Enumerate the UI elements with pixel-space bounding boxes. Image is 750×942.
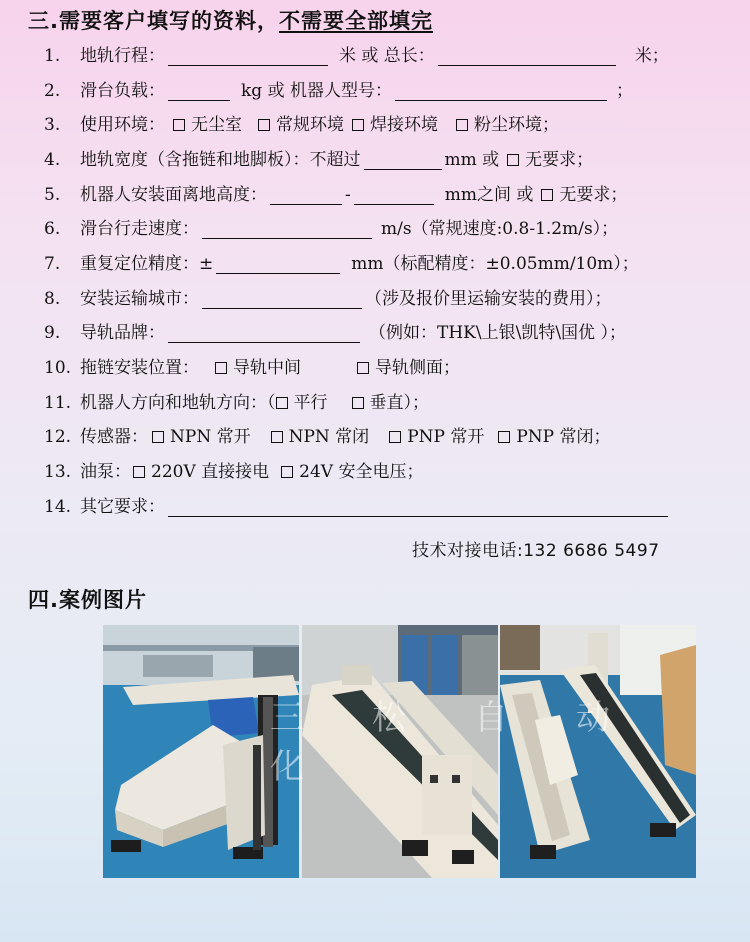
width-input[interactable] bbox=[364, 151, 442, 170]
form-row-8 bbox=[44, 284, 612, 314]
form-row-13 bbox=[44, 457, 423, 487]
option-label: 无要求； bbox=[559, 185, 628, 205]
row-number: 7. bbox=[44, 254, 61, 274]
row-label: 地轨宽度（含拖链和地脚板）：不超过 bbox=[80, 150, 361, 170]
section-4-prefix: 四. bbox=[28, 588, 59, 612]
normal-env-checkbox[interactable] bbox=[258, 119, 270, 131]
watermark: 三松自动化 bbox=[270, 698, 678, 787]
chain-side-checkbox[interactable] bbox=[357, 362, 369, 374]
form-row-10 bbox=[44, 353, 460, 383]
parallel-checkbox[interactable] bbox=[276, 397, 288, 409]
row-number: 8. bbox=[44, 289, 61, 309]
form-row-9 bbox=[44, 318, 626, 348]
pnp-nc-checkbox[interactable] bbox=[498, 431, 510, 443]
row-text: - bbox=[345, 185, 351, 205]
vertical-checkbox[interactable] bbox=[352, 397, 364, 409]
chain-middle-checkbox[interactable] bbox=[215, 362, 227, 374]
row-label: 安装运输城市： bbox=[80, 289, 199, 309]
other-requirements-input[interactable] bbox=[168, 498, 668, 517]
option-label: 无尘室 bbox=[191, 115, 242, 135]
row-text: kg 或 机器人型号： bbox=[241, 81, 392, 101]
row-label: 拖链安装位置： bbox=[80, 358, 199, 378]
option-label: 粉尘环境； bbox=[474, 115, 559, 135]
welding-env-checkbox[interactable] bbox=[352, 119, 364, 131]
row-number: 1. bbox=[44, 46, 61, 66]
row-number: 14. bbox=[44, 497, 72, 517]
option-label: 垂直）； bbox=[369, 393, 429, 413]
form-row-7 bbox=[44, 249, 639, 279]
row-text: （例如：THK\上银\凯特\国优 ）； bbox=[369, 323, 626, 343]
row-number: 11. bbox=[44, 393, 72, 413]
option-label: 导轨侧面； bbox=[375, 358, 460, 378]
option-label: PNP 常闭； bbox=[516, 427, 611, 447]
width-no-requirement-checkbox[interactable] bbox=[507, 154, 519, 166]
row-text: mm之间 或 bbox=[444, 185, 534, 205]
option-label: NPN 常闭 bbox=[288, 427, 370, 447]
row-number: 5. bbox=[44, 185, 61, 205]
dust-env-checkbox[interactable] bbox=[456, 119, 468, 131]
city-input[interactable] bbox=[202, 290, 362, 309]
total-length-input[interactable] bbox=[438, 47, 616, 66]
travel-length-input[interactable] bbox=[168, 47, 328, 66]
form-row-4 bbox=[44, 145, 593, 175]
row-label: 滑台负载： bbox=[80, 81, 165, 101]
row-number: 9. bbox=[44, 323, 61, 343]
section-3-prefix: 三. bbox=[28, 9, 59, 33]
option-label: NPN 常开 bbox=[170, 427, 251, 447]
section-3-title-a: 需要客户填写的资料， bbox=[58, 9, 279, 33]
row-text: m/s（常规速度:0.8-1.2m/s）； bbox=[381, 219, 619, 239]
form-row-5 bbox=[44, 180, 627, 210]
row-label: 传感器： bbox=[80, 427, 148, 447]
rail-brand-input[interactable] bbox=[168, 324, 360, 343]
row-number: 3. bbox=[44, 115, 61, 135]
robot-model-input[interactable] bbox=[395, 82, 607, 101]
row-text: mm（标配精度：±0.05mm/10m）； bbox=[351, 254, 639, 274]
option-label: PNP 常开 bbox=[407, 427, 485, 447]
npn-no-checkbox[interactable] bbox=[152, 431, 164, 443]
form-row-14 bbox=[44, 492, 671, 522]
form-row-12 bbox=[44, 422, 611, 452]
option-label: 焊接环境 bbox=[370, 115, 438, 135]
form-row-11 bbox=[44, 388, 429, 418]
load-input[interactable] bbox=[168, 82, 230, 101]
row-number: 2. bbox=[44, 81, 61, 101]
row-text: （涉及报价里运输安装的费用）； bbox=[365, 289, 612, 309]
pnp-no-checkbox[interactable] bbox=[389, 431, 401, 443]
row-label: 重复定位精度：± bbox=[80, 254, 214, 274]
row-text: mm 或 bbox=[444, 150, 500, 170]
section-4-title bbox=[28, 584, 147, 614]
form-row-2 bbox=[44, 76, 633, 106]
npn-nc-checkbox[interactable] bbox=[271, 431, 283, 443]
row-label: 导轨品牌： bbox=[80, 323, 165, 343]
option-label: 24V 安全电压； bbox=[299, 462, 424, 482]
option-label: 无要求； bbox=[525, 150, 594, 170]
precision-input[interactable] bbox=[216, 255, 340, 274]
form-row-1 bbox=[44, 41, 669, 71]
contact-phone: 技术对接电话:132 6686 5497 bbox=[412, 541, 660, 561]
option-label: 平行 bbox=[293, 393, 328, 413]
row-label: 机器人方向和地轨方向：（ bbox=[80, 393, 276, 413]
height-max-input[interactable] bbox=[354, 186, 434, 205]
option-label: 常规环境 bbox=[276, 115, 344, 135]
height-no-requirement-checkbox[interactable] bbox=[541, 189, 553, 201]
row-label: 使用环境： bbox=[80, 115, 165, 135]
pump-220v-checkbox[interactable] bbox=[133, 466, 145, 478]
section-3-title-b: 不需要全部填完 bbox=[278, 9, 433, 33]
row-label: 油泵： bbox=[80, 462, 131, 482]
option-label: 220V 直接接电 bbox=[151, 462, 270, 482]
option-label: 导轨中间 bbox=[233, 358, 301, 378]
section-3-title bbox=[28, 5, 433, 35]
row-label: 地轨行程： bbox=[80, 46, 165, 66]
row-number: 4. bbox=[44, 150, 61, 170]
row-text: 米； bbox=[634, 46, 669, 66]
row-text: 米 或 总长： bbox=[339, 46, 435, 66]
form-row-6 bbox=[44, 214, 618, 244]
height-min-input[interactable] bbox=[270, 186, 342, 205]
row-label: 滑台行走速度： bbox=[80, 219, 199, 239]
section-4-title-text: 案例图片 bbox=[58, 588, 147, 612]
row-number: 13. bbox=[44, 462, 72, 482]
row-text: ； bbox=[616, 81, 633, 101]
row-label: 机器人安装面离地高度： bbox=[80, 185, 267, 205]
cleanroom-checkbox[interactable] bbox=[173, 119, 185, 131]
row-number: 6. bbox=[44, 219, 61, 239]
row-label: 其它要求： bbox=[80, 497, 165, 517]
row-number: 12. bbox=[44, 427, 72, 447]
row-number: 10. bbox=[44, 358, 72, 378]
pump-24v-checkbox[interactable] bbox=[281, 466, 293, 478]
form-row-3 bbox=[44, 110, 559, 140]
speed-input[interactable] bbox=[202, 220, 372, 239]
